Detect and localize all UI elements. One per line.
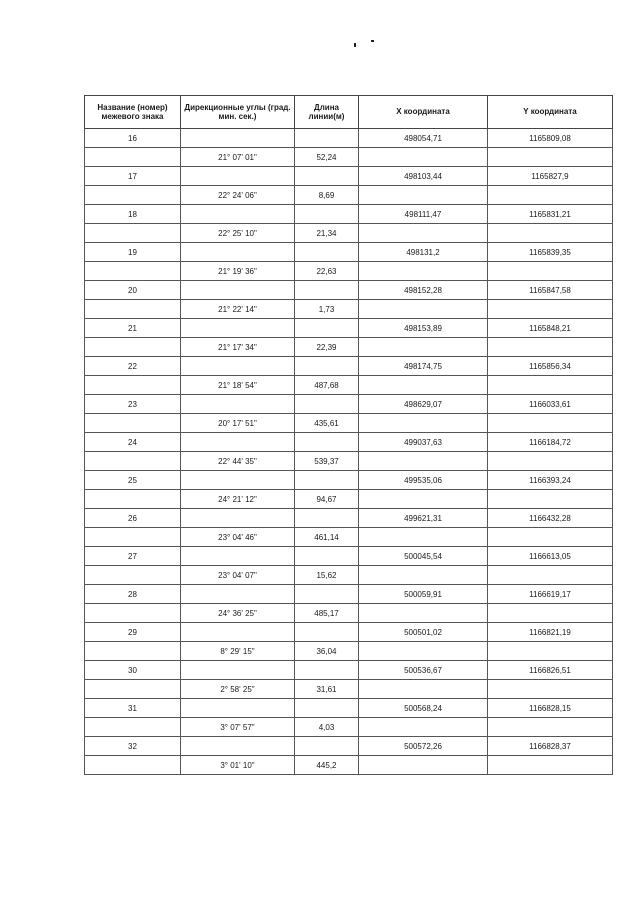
table-row-segment — [85, 300, 613, 319]
x-coordinate-cell: 498152,28 — [359, 281, 488, 300]
empty-cell — [359, 756, 488, 775]
empty-cell — [488, 224, 613, 243]
empty-cell — [295, 357, 359, 376]
line-length-cell: 8,69 — [295, 186, 359, 205]
empty-cell — [295, 433, 359, 452]
empty-cell — [181, 547, 295, 566]
table-row-segment — [85, 224, 613, 243]
marker-name-cell: 18 — [85, 205, 181, 224]
empty-cell — [181, 243, 295, 262]
line-length-cell: 22,63 — [295, 262, 359, 281]
table-row-point — [85, 281, 613, 300]
table-row-point — [85, 243, 613, 262]
empty-cell — [488, 452, 613, 471]
table-header-row — [85, 96, 613, 129]
empty-cell — [359, 376, 488, 395]
empty-cell — [359, 262, 488, 281]
x-coordinate-cell: 498131,2 — [359, 243, 488, 262]
table-row-segment — [85, 718, 613, 737]
y-coordinate-cell: 1165831,21 — [488, 205, 613, 224]
marker-name-cell: 20 — [85, 281, 181, 300]
table-row-point — [85, 737, 613, 756]
direction-angle-cell: 21° 17' 34" — [181, 338, 295, 357]
direction-angle-cell: 21° 18' 54" — [181, 376, 295, 395]
empty-cell — [488, 300, 613, 319]
direction-angle-cell: 22° 44' 35" — [181, 452, 295, 471]
marker-name-cell: 24 — [85, 433, 181, 452]
empty-cell — [488, 490, 613, 509]
line-length-cell: 485,17 — [295, 604, 359, 623]
marker-name-cell: 32 — [85, 737, 181, 756]
empty-cell — [359, 642, 488, 661]
empty-cell — [85, 680, 181, 699]
empty-cell — [295, 737, 359, 756]
empty-cell — [85, 224, 181, 243]
scan-speck — [371, 40, 374, 42]
empty-cell — [359, 718, 488, 737]
empty-cell — [85, 376, 181, 395]
empty-cell — [359, 452, 488, 471]
empty-cell — [85, 604, 181, 623]
line-length-cell: 22,39 — [295, 338, 359, 357]
line-length-cell: 487,68 — [295, 376, 359, 395]
empty-cell — [85, 490, 181, 509]
empty-cell — [181, 737, 295, 756]
empty-cell — [359, 604, 488, 623]
table-row-segment — [85, 338, 613, 357]
empty-cell — [295, 661, 359, 680]
y-coordinate-cell: 1165809,08 — [488, 129, 613, 148]
empty-cell — [181, 167, 295, 186]
empty-cell — [85, 186, 181, 205]
table-row-segment — [85, 528, 613, 547]
table-row-point — [85, 699, 613, 718]
empty-cell — [359, 528, 488, 547]
empty-cell — [488, 566, 613, 585]
x-coordinate-cell: 500568,24 — [359, 699, 488, 718]
marker-name-cell: 22 — [85, 357, 181, 376]
line-length-cell: 461,14 — [295, 528, 359, 547]
empty-cell — [85, 566, 181, 585]
empty-cell — [295, 471, 359, 490]
direction-angle-cell: 23° 04' 46" — [181, 528, 295, 547]
empty-cell — [359, 148, 488, 167]
table-row-segment — [85, 376, 613, 395]
line-length-cell: 52,24 — [295, 148, 359, 167]
y-coordinate-cell: 1165848,21 — [488, 319, 613, 338]
marker-name-cell: 28 — [85, 585, 181, 604]
empty-cell — [488, 338, 613, 357]
marker-name-cell: 23 — [85, 395, 181, 414]
table-row-segment — [85, 452, 613, 471]
marker-name-cell: 29 — [85, 623, 181, 642]
line-length-cell: 94,67 — [295, 490, 359, 509]
table-row-segment — [85, 604, 613, 623]
empty-cell — [295, 699, 359, 718]
empty-cell — [359, 300, 488, 319]
empty-cell — [295, 585, 359, 604]
direction-angle-cell: 21° 22' 14" — [181, 300, 295, 319]
y-coordinate-cell: 1166619,17 — [488, 585, 613, 604]
empty-cell — [181, 585, 295, 604]
empty-cell — [295, 623, 359, 642]
table-row-segment — [85, 642, 613, 661]
empty-cell — [295, 129, 359, 148]
empty-cell — [85, 718, 181, 737]
empty-cell — [85, 338, 181, 357]
line-length-cell: 445,2 — [295, 756, 359, 775]
table-row-point — [85, 623, 613, 642]
direction-angle-cell: 8° 29' 15" — [181, 642, 295, 661]
empty-cell — [181, 129, 295, 148]
y-coordinate-cell: 1165847,58 — [488, 281, 613, 300]
empty-cell — [181, 661, 295, 680]
table-row-segment — [85, 414, 613, 433]
empty-cell — [488, 528, 613, 547]
empty-cell — [359, 566, 488, 585]
header-direction-angle: Дирекционные углы (град. мин. сек.) — [181, 96, 295, 129]
table-row-point — [85, 205, 613, 224]
empty-cell — [359, 680, 488, 699]
empty-cell — [85, 148, 181, 167]
marker-name-cell: 19 — [85, 243, 181, 262]
marker-name-cell: 25 — [85, 471, 181, 490]
marker-name-cell: 27 — [85, 547, 181, 566]
empty-cell — [295, 243, 359, 262]
direction-angle-cell: 3° 07' 57" — [181, 718, 295, 737]
marker-name-cell: 26 — [85, 509, 181, 528]
empty-cell — [85, 528, 181, 547]
y-coordinate-cell: 1166184,72 — [488, 433, 613, 452]
y-coordinate-cell: 1166828,15 — [488, 699, 613, 718]
empty-cell — [181, 509, 295, 528]
table-row-point — [85, 585, 613, 604]
table-row-segment — [85, 490, 613, 509]
empty-cell — [359, 414, 488, 433]
marker-name-cell: 17 — [85, 167, 181, 186]
table-row-point — [85, 319, 613, 338]
x-coordinate-cell: 499535,06 — [359, 471, 488, 490]
x-coordinate-cell: 500572,26 — [359, 737, 488, 756]
empty-cell — [488, 376, 613, 395]
empty-cell — [85, 452, 181, 471]
x-coordinate-cell: 500045,54 — [359, 547, 488, 566]
header-line-length: Длина линии(м) — [295, 96, 359, 129]
table-row-point — [85, 433, 613, 452]
table-row-point — [85, 661, 613, 680]
direction-angle-cell: 20° 17' 51" — [181, 414, 295, 433]
direction-angle-cell: 24° 36' 25" — [181, 604, 295, 623]
empty-cell — [295, 205, 359, 224]
empty-cell — [85, 262, 181, 281]
line-length-cell: 36,04 — [295, 642, 359, 661]
empty-cell — [488, 414, 613, 433]
table-row-segment — [85, 186, 613, 205]
y-coordinate-cell: 1165827,9 — [488, 167, 613, 186]
y-coordinate-cell: 1166613,05 — [488, 547, 613, 566]
header-marker-name: Название (номер) межевого знака — [85, 96, 181, 129]
x-coordinate-cell: 499621,31 — [359, 509, 488, 528]
empty-cell — [295, 167, 359, 186]
direction-angle-cell: 23° 04' 07" — [181, 566, 295, 585]
x-coordinate-cell: 498629,07 — [359, 395, 488, 414]
empty-cell — [359, 224, 488, 243]
empty-cell — [181, 281, 295, 300]
empty-cell — [488, 186, 613, 205]
line-length-cell: 539,37 — [295, 452, 359, 471]
x-coordinate-cell: 500059,91 — [359, 585, 488, 604]
empty-cell — [295, 281, 359, 300]
empty-cell — [488, 718, 613, 737]
x-coordinate-cell: 498153,89 — [359, 319, 488, 338]
line-length-cell: 4,03 — [295, 718, 359, 737]
header-y-coordinate: Y координата — [488, 96, 613, 129]
y-coordinate-cell: 1166821,19 — [488, 623, 613, 642]
table-row-point — [85, 395, 613, 414]
line-length-cell: 31,61 — [295, 680, 359, 699]
table-row-segment — [85, 148, 613, 167]
empty-cell — [488, 642, 613, 661]
empty-cell — [295, 319, 359, 338]
empty-cell — [488, 148, 613, 167]
marker-name-cell: 21 — [85, 319, 181, 338]
empty-cell — [181, 699, 295, 718]
empty-cell — [181, 357, 295, 376]
empty-cell — [85, 642, 181, 661]
empty-cell — [181, 395, 295, 414]
x-coordinate-cell: 498054,71 — [359, 129, 488, 148]
empty-cell — [181, 433, 295, 452]
empty-cell — [488, 604, 613, 623]
y-coordinate-cell: 1165839,35 — [488, 243, 613, 262]
empty-cell — [295, 509, 359, 528]
y-coordinate-cell: 1166033,61 — [488, 395, 613, 414]
table-row-point — [85, 471, 613, 490]
direction-angle-cell: 2° 58' 25" — [181, 680, 295, 699]
header-x-coordinate: X координата — [359, 96, 488, 129]
x-coordinate-cell: 498174,75 — [359, 357, 488, 376]
direction-angle-cell: 3° 01' 10" — [181, 756, 295, 775]
x-coordinate-cell: 499037,63 — [359, 433, 488, 452]
table-row-segment — [85, 756, 613, 775]
boundary-coordinates-table — [84, 95, 613, 775]
x-coordinate-cell: 498103,44 — [359, 167, 488, 186]
empty-cell — [295, 395, 359, 414]
table-row-segment — [85, 680, 613, 699]
table-row-point — [85, 509, 613, 528]
direction-angle-cell: 21° 07' 01" — [181, 148, 295, 167]
empty-cell — [295, 547, 359, 566]
y-coordinate-cell: 1166828,37 — [488, 737, 613, 756]
direction-angle-cell: 22° 25' 10" — [181, 224, 295, 243]
y-coordinate-cell: 1166393,24 — [488, 471, 613, 490]
empty-cell — [85, 756, 181, 775]
direction-angle-cell: 22° 24' 06" — [181, 186, 295, 205]
empty-cell — [488, 680, 613, 699]
empty-cell — [359, 186, 488, 205]
empty-cell — [181, 623, 295, 642]
line-length-cell: 15,62 — [295, 566, 359, 585]
table-row-point — [85, 357, 613, 376]
line-length-cell: 21,34 — [295, 224, 359, 243]
y-coordinate-cell: 1166826,51 — [488, 661, 613, 680]
marker-name-cell: 31 — [85, 699, 181, 718]
y-coordinate-cell: 1165856,34 — [488, 357, 613, 376]
y-coordinate-cell: 1166432,28 — [488, 509, 613, 528]
empty-cell — [359, 338, 488, 357]
empty-cell — [488, 262, 613, 281]
table-row-segment — [85, 262, 613, 281]
empty-cell — [181, 319, 295, 338]
x-coordinate-cell: 500501,02 — [359, 623, 488, 642]
table-row-point — [85, 129, 613, 148]
x-coordinate-cell: 500536,67 — [359, 661, 488, 680]
empty-cell — [359, 490, 488, 509]
direction-angle-cell: 21° 19' 36" — [181, 262, 295, 281]
marker-name-cell: 16 — [85, 129, 181, 148]
empty-cell — [181, 471, 295, 490]
empty-cell — [488, 756, 613, 775]
line-length-cell: 1,73 — [295, 300, 359, 319]
direction-angle-cell: 24° 21' 12" — [181, 490, 295, 509]
line-length-cell: 435,61 — [295, 414, 359, 433]
table-row-segment — [85, 566, 613, 585]
empty-cell — [85, 414, 181, 433]
empty-cell — [85, 300, 181, 319]
scan-speck — [354, 43, 356, 47]
table-body — [85, 129, 613, 775]
table-row-point — [85, 167, 613, 186]
table-row-point — [85, 547, 613, 566]
x-coordinate-cell: 498111,47 — [359, 205, 488, 224]
marker-name-cell: 30 — [85, 661, 181, 680]
empty-cell — [181, 205, 295, 224]
